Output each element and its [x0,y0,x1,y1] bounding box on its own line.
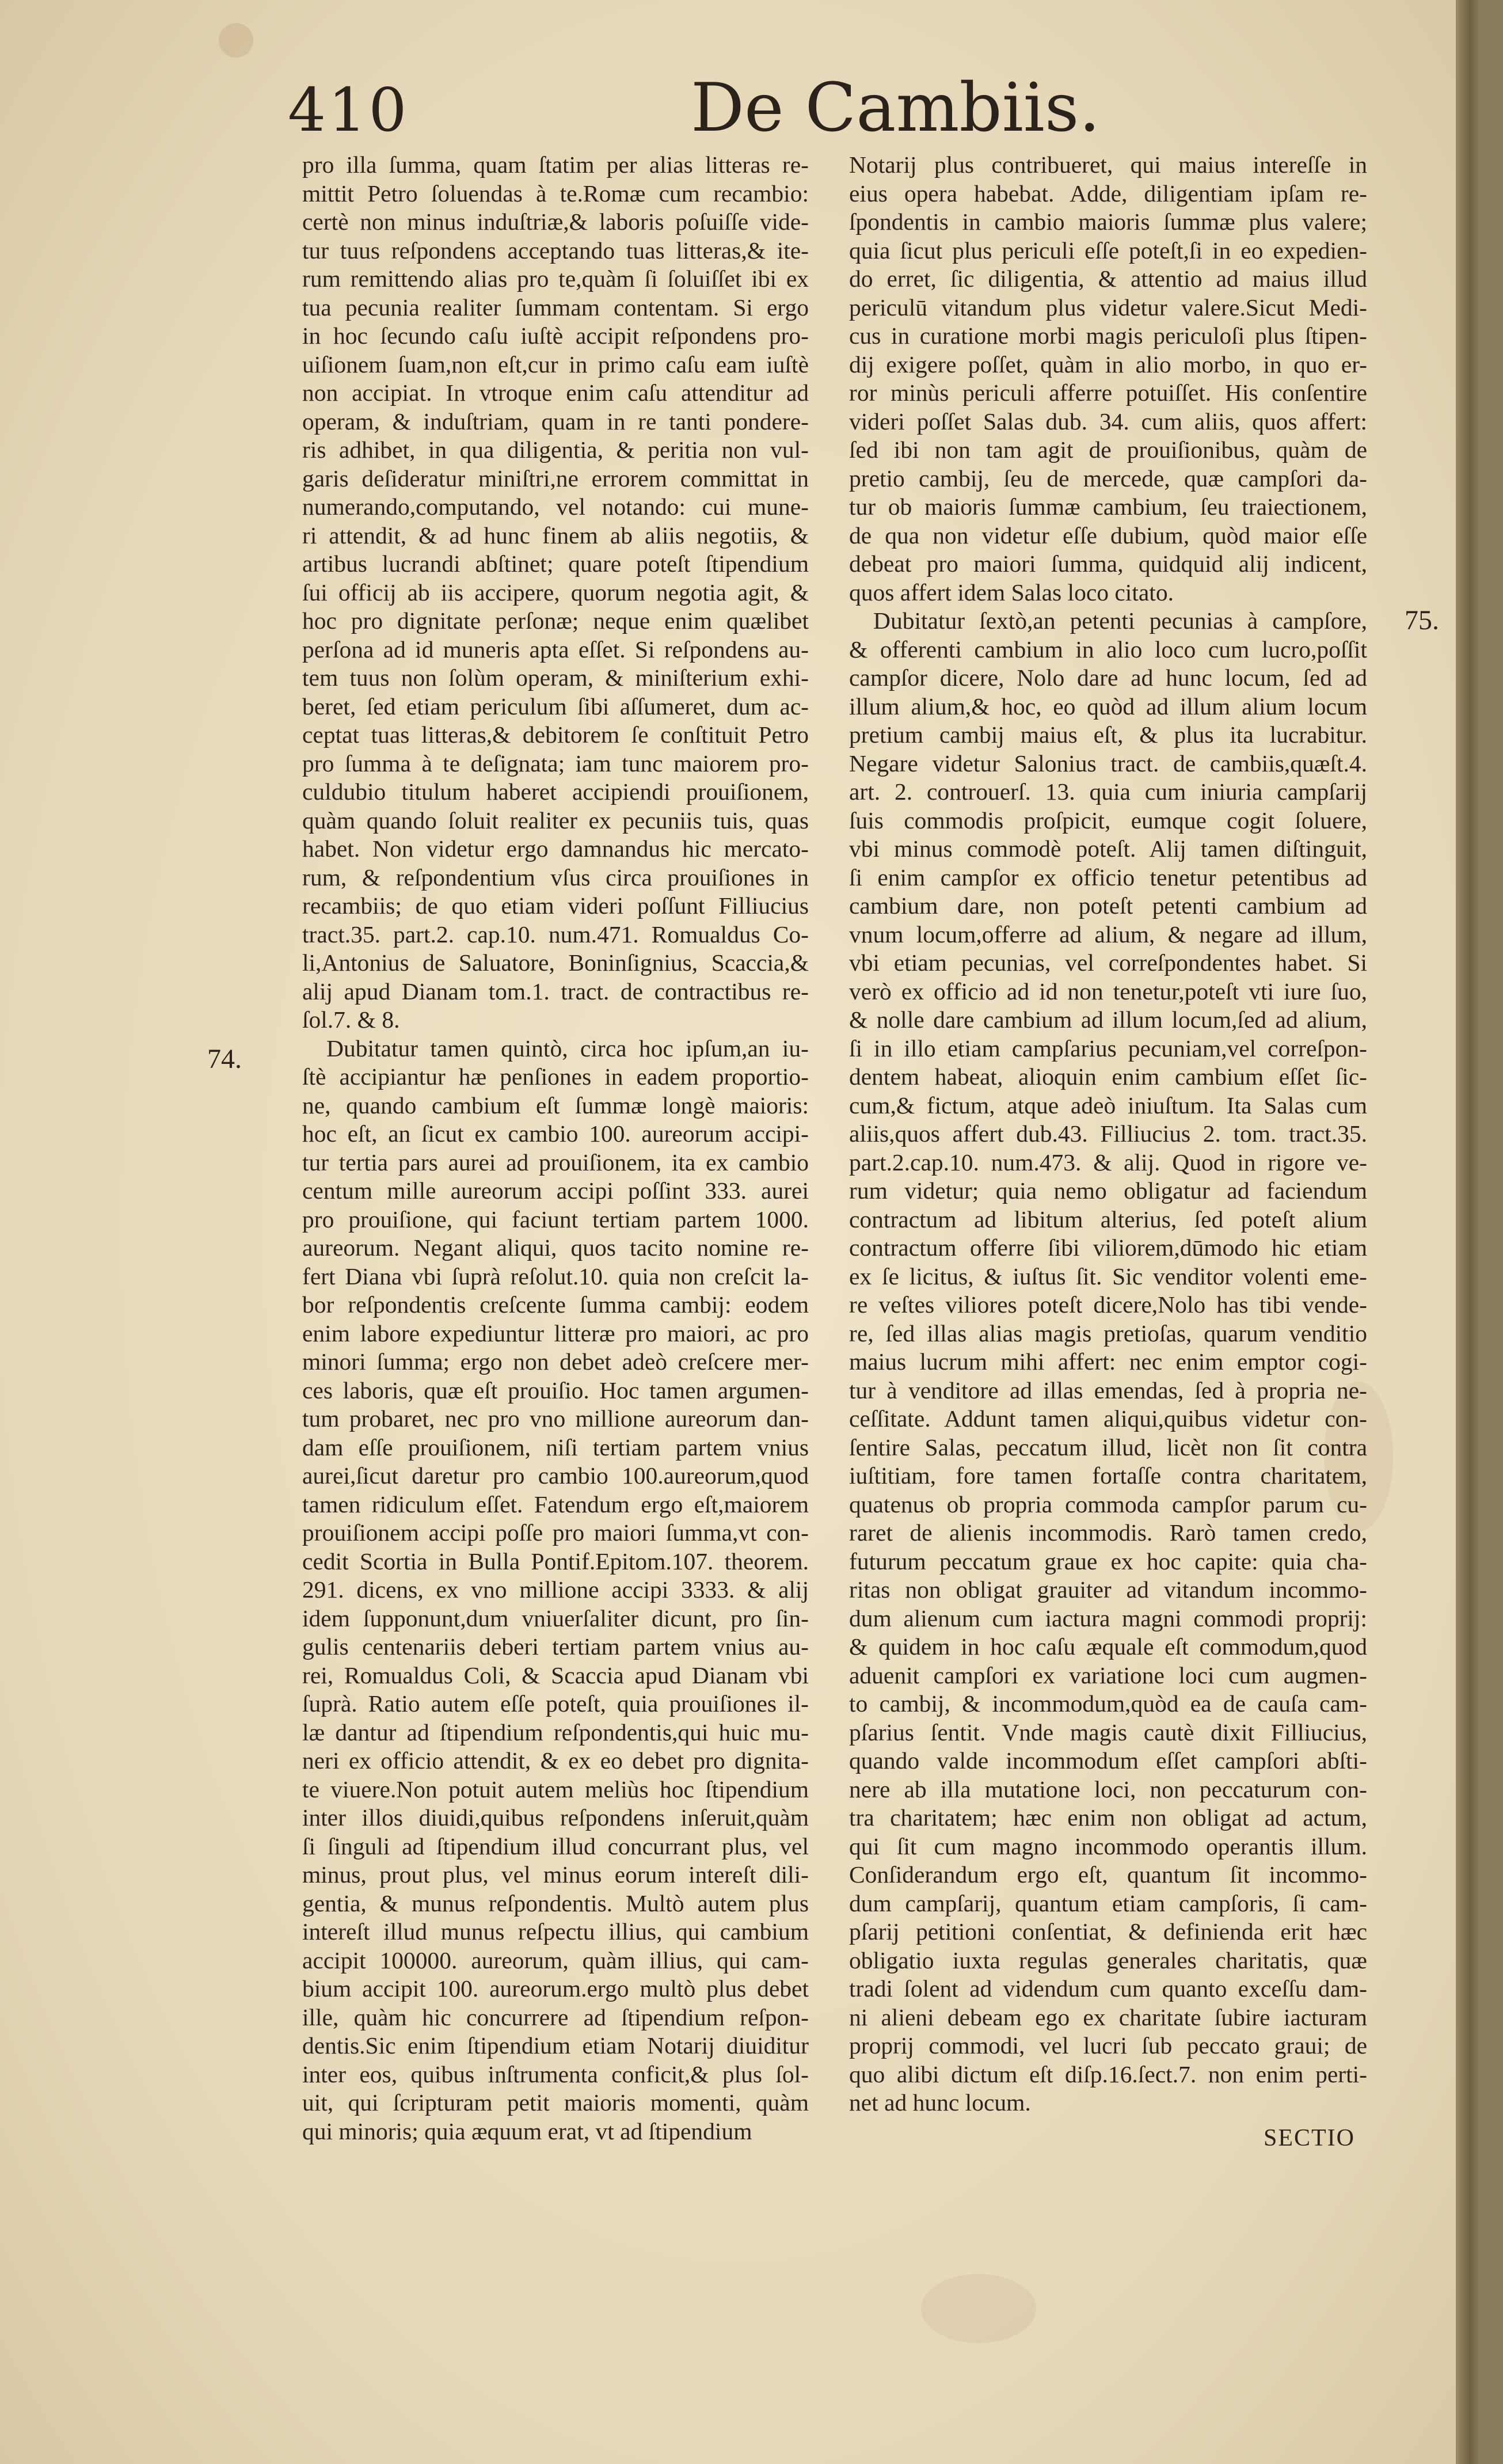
text-line: rum remittendo alias pro te,quàm ſi ſoluiſſet ibi ex [302,265,809,292]
text-line: habet. Non videtur ergo damnandus hic mercato- [302,835,809,862]
text-line: pro ſumma à te deſignata; iam tunc maiorem pro- [302,750,809,777]
text-line: recambiis; de quo etiam videri poſſunt Filliucius [302,892,809,919]
text-line: debeat pro maiori ſumma, quidquid alij indicent, [849,550,1367,577]
text-line: operam, & induſtriam, quam in re tanti pondere- [302,408,809,435]
text-line: quos affert idem Salas loco citato. [849,579,1174,606]
text-line: dij exigere poſſet, quàm in alio morbo, in quo er- [849,351,1367,378]
text-line: quo alibi dictum eſt diſp.16.ſect.7. non enim perti- [849,2060,1367,2087]
text-line: ille, quàm hic concurrere ad ſtipendium reſpon- [302,2003,809,2030]
text-line: ſi ſinguli ad ſtipendium illud concurrant plus, vel [302,1832,809,1860]
text-line: cambium dare, non poteſt petenti cambium ad [849,892,1367,919]
text-line: inter illos diuidi,quibus reſpondens inſeruit,quàm [302,1804,809,1831]
text-line: verò ex officio ad id non tenetur,poteſt vti iure ſuo, [849,978,1367,1005]
text-line: tamen ridiculum eſſet. Fatendum ergo eſt,maiorem [302,1490,809,1518]
text-line: tem tuus non ſolùm operam, & miniſterium exhi- [302,664,809,691]
text-line: periculū vitandum plus videtur valere.Sicut Medi- [849,294,1367,321]
text-line: cedit Scortia in Bulla Pontif.Epitom.107. theorem. [302,1547,809,1575]
text-line: tur à venditore ad illas emendas, ſed à propria ne- [849,1377,1367,1404]
text-line: enim labore expediuntur litteræ pro maiori, ac pro [302,1320,809,1347]
margin-section-number-right: 75. [1405,605,1439,636]
text-line: 291. dicens, ex vno millione accipi 3333. & alij [302,1576,809,1603]
text-line: ſuprà. Ratio autem eſſe poteſt, quia prouiſiones il- [302,1690,809,1717]
text-line: tradi ſolent ad videndum cum quanto exceſſu dam- [849,1975,1367,2002]
text-line: pſarius ſentit. Vnde magis cautè dixit Filliucius, [849,1718,1367,1746]
text-line: cus in curatione morbi magis periculoſi plus ſtipen- [849,322,1367,349]
text-line: tur ob maioris ſummæ cambium, ſeu traiectionem, [849,493,1367,520]
text-line: dum alienum cum iactura magni commodi proprij: [849,1604,1367,1632]
text-line: ris adhibet, in qua diligentia, & peritia non vul- [302,436,809,463]
text-line: alij apud Dianam tom.1. tract. de contractibus re- [302,978,809,1005]
text-line: campſor dicere, Nolo dare ad hunc locum, ſed ad [849,664,1367,691]
foxing-stain [921,2274,1036,2343]
text-line: Dubitatur tamen quintò, circa hoc ipſum,an iu- [326,1035,809,1062]
text-line: garis deſideratur miniſtri,ne errorem committat in [302,465,809,492]
text-line: uit, qui ſcripturam petit maioris momenti, quàm [302,2089,809,2116]
text-line: ror minùs periculi afferre potuiſſet. His conſentire [849,379,1367,406]
page-header [0,69,1479,147]
text-line: non accipiat. In vtroque enim caſu attenditur ad [302,379,809,406]
text-line: maius lucrum mihi affert: nec enim emptor cogi- [849,1348,1367,1375]
page-number: 410 [288,75,409,145]
text-line: ritas non obligat grauiter ad vitandum incommo- [849,1576,1367,1603]
text-line: qui ſit cum magno incommodo operantis illum. [849,1832,1367,1860]
text-line: pretio cambij, ſeu de mercede, quæ campſori da- [849,465,1367,492]
text-line: pretium cambij maius eſt, & plus ita lucrabitur. [849,721,1367,748]
text-line: pro prouiſione, qui faciunt tertiam partem 1000. [302,1206,809,1233]
text-line: tur tertia pars aurei ad prouiſionem, ita ex cambio [302,1149,809,1176]
text-line: beret, ſed etiam periculum ſibi aſſumeret, dum ac- [302,693,809,720]
text-line: & nolle dare cambium ad illum locum,ſed ad alium, [849,1006,1367,1033]
text-line: rei, Romualdus Coli, & Scaccia apud Dianam vbi [302,1661,809,1689]
text-line: dentis.Sic enim ſtipendium etiam Notarij diuiditur [302,2032,809,2059]
text-line: videri poſſet Salas dub. 34. cum aliis, quos affert: [849,408,1367,435]
text-line: obligatio iuxta regulas generales charitatis, quæ [849,1946,1367,1974]
text-line: ſentire Salas, peccatum illud, licèt non ſit contra [849,1433,1367,1461]
text-line: & quidem in hoc caſu æquale eſt commodum,quod [849,1633,1367,1660]
text-line: læ dantur ad ſtipendium reſpondentis,qui huic mu- [302,1718,809,1746]
text-line: re veſtes viliores poteſt dicere,Nolo has tibi vende- [849,1291,1367,1318]
text-line: tum probaret, nec pro vno millione aureorum dan- [302,1405,809,1432]
text-line: tur tuus reſpondens acceptando tuas litteras,& ite- [302,237,809,264]
left-text-column [302,151,809,2146]
page-edge-shadow [1456,0,1479,2464]
text-line: to cambij, & incommodum,quòd ea de cauſa cam- [849,1690,1367,1717]
text-line: li,Antonius de Saluatore, Boninſignius, Scaccia,& [302,949,809,976]
text-line: inter eos, quibus inſtrumenta conficit,& plus ſol- [302,2060,809,2087]
text-line: gulis centenariis deberi tertiam partem vnius au- [302,1633,809,1660]
text-line: aurei,ſicut daretur pro cambio 100.aureorum,quod [302,1462,809,1489]
text-line: hoc eſt, an ſicut ex cambio 100. aureorum accipi- [302,1120,809,1147]
text-line: de qua non videtur eſſe dubium, quòd maior eſſe [849,522,1367,549]
text-line: art. 2. controuerſ. 13. quia cum iniuria campſarij [849,778,1367,805]
text-line: ces laboris, quæ eſt prouiſio. Hoc tamen argumen- [302,1377,809,1404]
text-line: ſpondentis in cambio maioris ſummæ plus valere; [849,208,1367,235]
text-line: illum alium,& hoc, eo quòd ad illum alium locum [849,693,1367,720]
text-line: ceptat tuas litteras,& debitorem ſe conſtituit Petro [302,721,809,748]
text-line: rum, & reſpondentium vſus circa prouiſiones in [302,864,809,891]
text-line: ſi in illo etiam campſarius pecuniam,vel correſpon- [849,1035,1367,1062]
text-line: Negare videtur Salonius tract. de cambiis,quæſt.4. [849,750,1367,777]
text-line: centum mille aureorum accipi poſſint 333. aurei [302,1177,809,1204]
text-line: quando valde incommodum eſſet campſori abſti- [849,1747,1367,1774]
text-line: quia ſicut plus periculi eſſe poteſt,ſi in eo expedien- [849,237,1367,264]
text-line: minori ſumma; ergo non debet adeò creſcere mer- [302,1348,809,1375]
text-line: quatenus ob propria commoda campſor parum cu- [849,1490,1367,1518]
text-line: ni alieni debeam ego ex charitate ſubire iacturam [849,2003,1367,2030]
text-line: part.2.cap.10. num.473. & alij. Quod in rigore ve- [849,1149,1367,1176]
text-line: aduenit campſori ex variatione loci cum augmen- [849,1661,1367,1689]
text-line: minus, prout plus, vel minus eorum intereſt dili- [302,1861,809,1888]
text-line: net ad hunc locum. [849,2089,1031,2116]
text-line: bium accipit 100. aureorum.ergo multò plus debet [302,1975,809,2002]
text-line: ceſſitate. Addunt tamen aliqui,quibus videtur con- [849,1405,1367,1432]
foxing-stain [219,23,253,58]
text-line: mittit Petro ſoluendas à te.Romæ cum recambio: [302,180,809,207]
text-line: in hoc ſecundo caſu iuſtè accipit reſpondens pro- [302,322,809,349]
text-line: hoc pro dignitate perſonæ; neque enim quælibet [302,607,809,634]
text-line: nere ab illa mutatione loci, non peccaturum con- [849,1775,1367,1803]
text-line: cum,& fictum, atque adeò iniuſtum. Ita Salas cum [849,1092,1367,1119]
text-line: artibus lucrandi abſtinet; quare poteſt ſtipendium [302,550,809,577]
text-line: numerando,computando, vel notando: cui mune- [302,493,809,520]
text-line: ſtè accipiantur hæ penſiones in eadem proportio- [302,1063,809,1090]
text-line: pro illa ſumma, quam ſtatim per alias litteras re- [302,151,809,178]
text-line: dam eſſe prouiſionem, niſi tertiam partem vnius [302,1433,809,1461]
text-line: vnum locum,offerre ad alium, & negare ad illum, [849,921,1367,948]
text-line: prouiſionem accipi poſſe pro maiori ſumma,vt con- [302,1519,809,1546]
text-line: do erret, ſic diligentia, & attentio ad maius illud [849,265,1367,292]
text-line: contractum offerre ſibi viliorem,dūmodo hic etiam [849,1234,1367,1261]
text-line: aureorum. Negant aliqui, quos tacito nomine re- [302,1234,809,1261]
running-title: De Cambiis. [691,69,1101,147]
text-line: pſarij petitioni conſentiat, & definienda erit hæc [849,1918,1367,1945]
text-line: ſuis commodis proſpicit, eumque cogit ſoluere, [849,807,1367,834]
text-line: vbi minus commodè poteſt. Alij tamen diſtinguit, [849,835,1367,862]
text-line: fert Diana vbi ſuprà reſolut.10. quia non creſcit la- [302,1263,809,1290]
text-line: neri ex officio attendit, & ex eo debet pro dignita- [302,1747,809,1774]
text-line: Dubitatur ſextò,an petenti pecunias à campſore, [873,607,1367,634]
text-line: certè non minus induſtriæ,& laboris poſuiſſe vide- [302,208,809,235]
text-line: proprij commodi, vel lucri ſub peccato graui; de [849,2032,1367,2059]
text-line: uiſionem ſuam,non eſt,cur in primo caſu eam iuſtè [302,351,809,378]
text-line: gentia, & munus reſpondentis. Multò autem plus [302,1889,809,1917]
text-line: contractum ad libitum alterius, ſed poteſt alium [849,1206,1367,1233]
text-line: eius opera habebat. Adde, diligentiam ipſam re- [849,180,1367,207]
text-line: idem ſupponunt,dum vniuerſaliter dicunt, pro ſin- [302,1604,809,1632]
text-line: quàm quando ſoluit realiter ex pecuniis tuis, quas [302,807,809,834]
text-line: ne, quando cambium eſt ſummæ longè maioris: [302,1092,809,1119]
text-line: Conſiderandum ergo eſt, quantum ſit incommo- [849,1861,1367,1888]
text-line: rum videtur; quia nemo obligatur ad faciendum [849,1177,1367,1204]
text-line: perſona ad id muneris apta eſſet. Si reſpondens au- [302,636,809,663]
text-line: ſed ibi non tam agit de prouiſionibus, quàm de [849,436,1367,463]
text-line: tra charitatem; hæc enim non obligat ad actum, [849,1804,1367,1831]
text-line: & offerenti cambium in alio loco cum lucro,poſſit [849,636,1367,663]
text-line: accipit 100000. aureorum, quàm illius, qui cam- [302,1946,809,1974]
text-line: culdubio titulum haberet accipiendi prouiſionem, [302,778,809,805]
text-line: ſol.7. & 8. [302,1006,400,1033]
text-line: dentem habeat, alioquin enim cambium eſſet ſic- [849,1063,1367,1090]
text-line: ex ſe licitus, & iuſtus ſit. Sic venditor volenti eme- [849,1263,1367,1290]
text-line: tract.35. part.2. cap.10. num.471. Romualdus Co- [302,921,809,948]
text-line: qui minoris; quia æquum erat, vt ad ſtipendium [302,2117,752,2144]
text-line: intereſt illud munus reſpectu illius, qui cambium [302,1918,809,1945]
text-line: te viuere.Non potuit autem meliùs hoc ſtipendium [302,1775,809,1803]
margin-section-number-left: 74. [207,1044,242,1074]
text-line: ſui officij ab iis accipere, quorum negotia agit, & [302,579,809,606]
text-line: tua pecunia realiter ſummam contentam. Si ergo [302,294,809,321]
text-line: Notarij plus contribueret, qui maius intereſſe in [849,151,1367,178]
catchword: SECTIO [1264,2125,1355,2151]
text-line: bor reſpondentis creſcente ſumma cambij: eodem [302,1291,809,1318]
text-line: aliis,quos affert dub.43. Filliucius 2. tom. tract.35. [849,1120,1367,1147]
text-line: vbi etiam pecunias, vel correſpondentes habet. Si [849,949,1367,976]
text-line: raret de alienis incommodis. Rarò tamen credo, [849,1519,1367,1546]
text-line: dum campſarij, quantum etiam campſoris, ſi cam- [849,1889,1367,1917]
text-line: ſi enim campſor ex officio tenetur petentibus ad [849,864,1367,891]
text-line: iuſtitiam, fore tamen fortaſſe contra charitatem, [849,1462,1367,1489]
text-line: futurum peccatum graue ex hoc capite: quia cha- [849,1547,1367,1575]
right-text-column [849,151,1367,2117]
text-line: re, ſed illas alias magis pretioſas, quarum venditio [849,1320,1367,1347]
text-line: ri attendit, & ad hunc finem ab aliis negotiis, & [302,522,809,549]
